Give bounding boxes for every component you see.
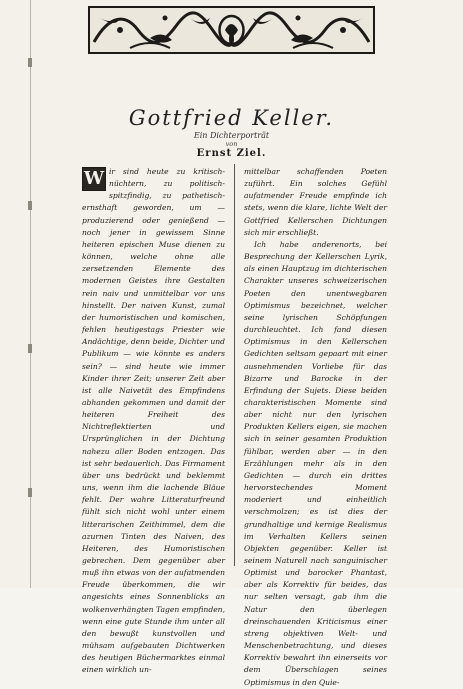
- paragraph: Ich habe anderenorts, bei Besprechung der Kellerschen Lyrik, als einen Hauptzug im dichterischen Charakter unseres schweizerischen Poeten den unentwegbaren Optimismus bezeichnet, welcher seine lyrischen Schöpfungen durchleuchtet. Ich fand diesen Optimismus in den Kellerschen Gedichten seltsam gepaart mit einer ausnehmenden Vorliebe für das Bizarre und Barocke in der Erfindung der Sujets. Diese beiden charakteristischen Momente sind aber nicht nur den lyrischen Produkten Kellers eigen, sie machen sich in seiner gesamten Produktion fühlbar, werden aber — in den Erzählungen mehr als in den Gedichten — durch ein drittes hervorstechendes Moment moderiert und einheitlich verschmolzen; es ist dies der grundhaltige und kernige Realismus im Verhalten Kellers seinen Objekten gegenüber. Keller ist seinem Naturell nach sanguinischer Optimist und barocker Phantast, aber als Korrektiv für beides, das nur selten versagt, gab ihm die Natur den überlegen dreinschauenden Kriticismus einer streng objektiven Welt- und Menschenbetrachtung, und dieses Korrektiv bewahrt ihn einerseits vor dem Überschlagen seines Optimismus in den Quie-: [244, 239, 387, 687]
- drop-cap: W: [83, 168, 105, 189]
- paragraph: [82, 166, 225, 677]
- binding-mark: [28, 344, 32, 353]
- article-subtitle: Ein Dichterporträt: [193, 131, 270, 140]
- binding-mark: [28, 488, 32, 497]
- text-column-right: [244, 166, 387, 689]
- header-ornament: [88, 6, 375, 54]
- binding-mark: [28, 58, 32, 67]
- column-divider: [234, 164, 235, 566]
- text-column-left: [82, 166, 225, 677]
- binding-line: [30, 0, 31, 588]
- article-title: Gottfried Keller.: [128, 106, 335, 130]
- paragraph-text: ir sind heute zu kritisch-nüchtern, zu politisch-spitzfindig, zu pathetisch-ernsthaft geworden, um — produzierend oder genießend — noch jener in gewissem Sinne heiteren epischen Muse dienen zu können, welche ohne alle zersetzenden Elemente des modernen Geistes ihre Gestalten rein naiv und unmittelbar vor uns hinstellt. Der naiven Kunst, zumal der humoristischen und komischen, fehlen heutigestags Priester wie Andächtige, denn beide, Dichter und Publikum — wie könnte es anders sein? — sind heute wie immer Kinder ihrer Zeit; unserer Zeit aber ist alle Naivetät des Empfindens abhanden gekommen und damit der heiteren Freiheit des Nichtreflektierten und Ursprünglichen in der Dichtung nahezu aller Boden entzogen. Das ist sehr bedauerlich. Das Firmament über uns bedrückt und beklemmt uns, wenn ihm die lachende Bläue fehlt. Der wahre Litteraturfreund fühlt sich nicht wohl unter einem litterarischen Zeithimmel, dem die azurnen Tinten des Naiven, des Heiteren, des Humoristischen gebrechen. Dem gegenüber aber muß ihn etwas von der aufatmenden Freude überkommen, die wir angesichts eines Sonnenblicks an wolkenverhängten Tagen empfinden, wenn eine gute Stunde ihm unter all den bewußt kunstvollen und mühsam aufgebauten Dichtwerken des heutigen Büchermarktes einmal einen wirklich un-: [82, 167, 225, 675]
- paragraph: mittelbar schaffenden Poeten zuführt. Ein solches Gefühl aufatmender Freude empfinde ich stets, wenn die klare, lichte Welt der Gottfried Kellerschen Dichtungen sich mir erschließt.: [244, 167, 387, 237]
- byline-von: von: [225, 140, 238, 148]
- binding-mark: [28, 201, 32, 210]
- ornament-vine-icon: [90, 8, 373, 52]
- author-name: Ernst Ziel.: [196, 148, 267, 159]
